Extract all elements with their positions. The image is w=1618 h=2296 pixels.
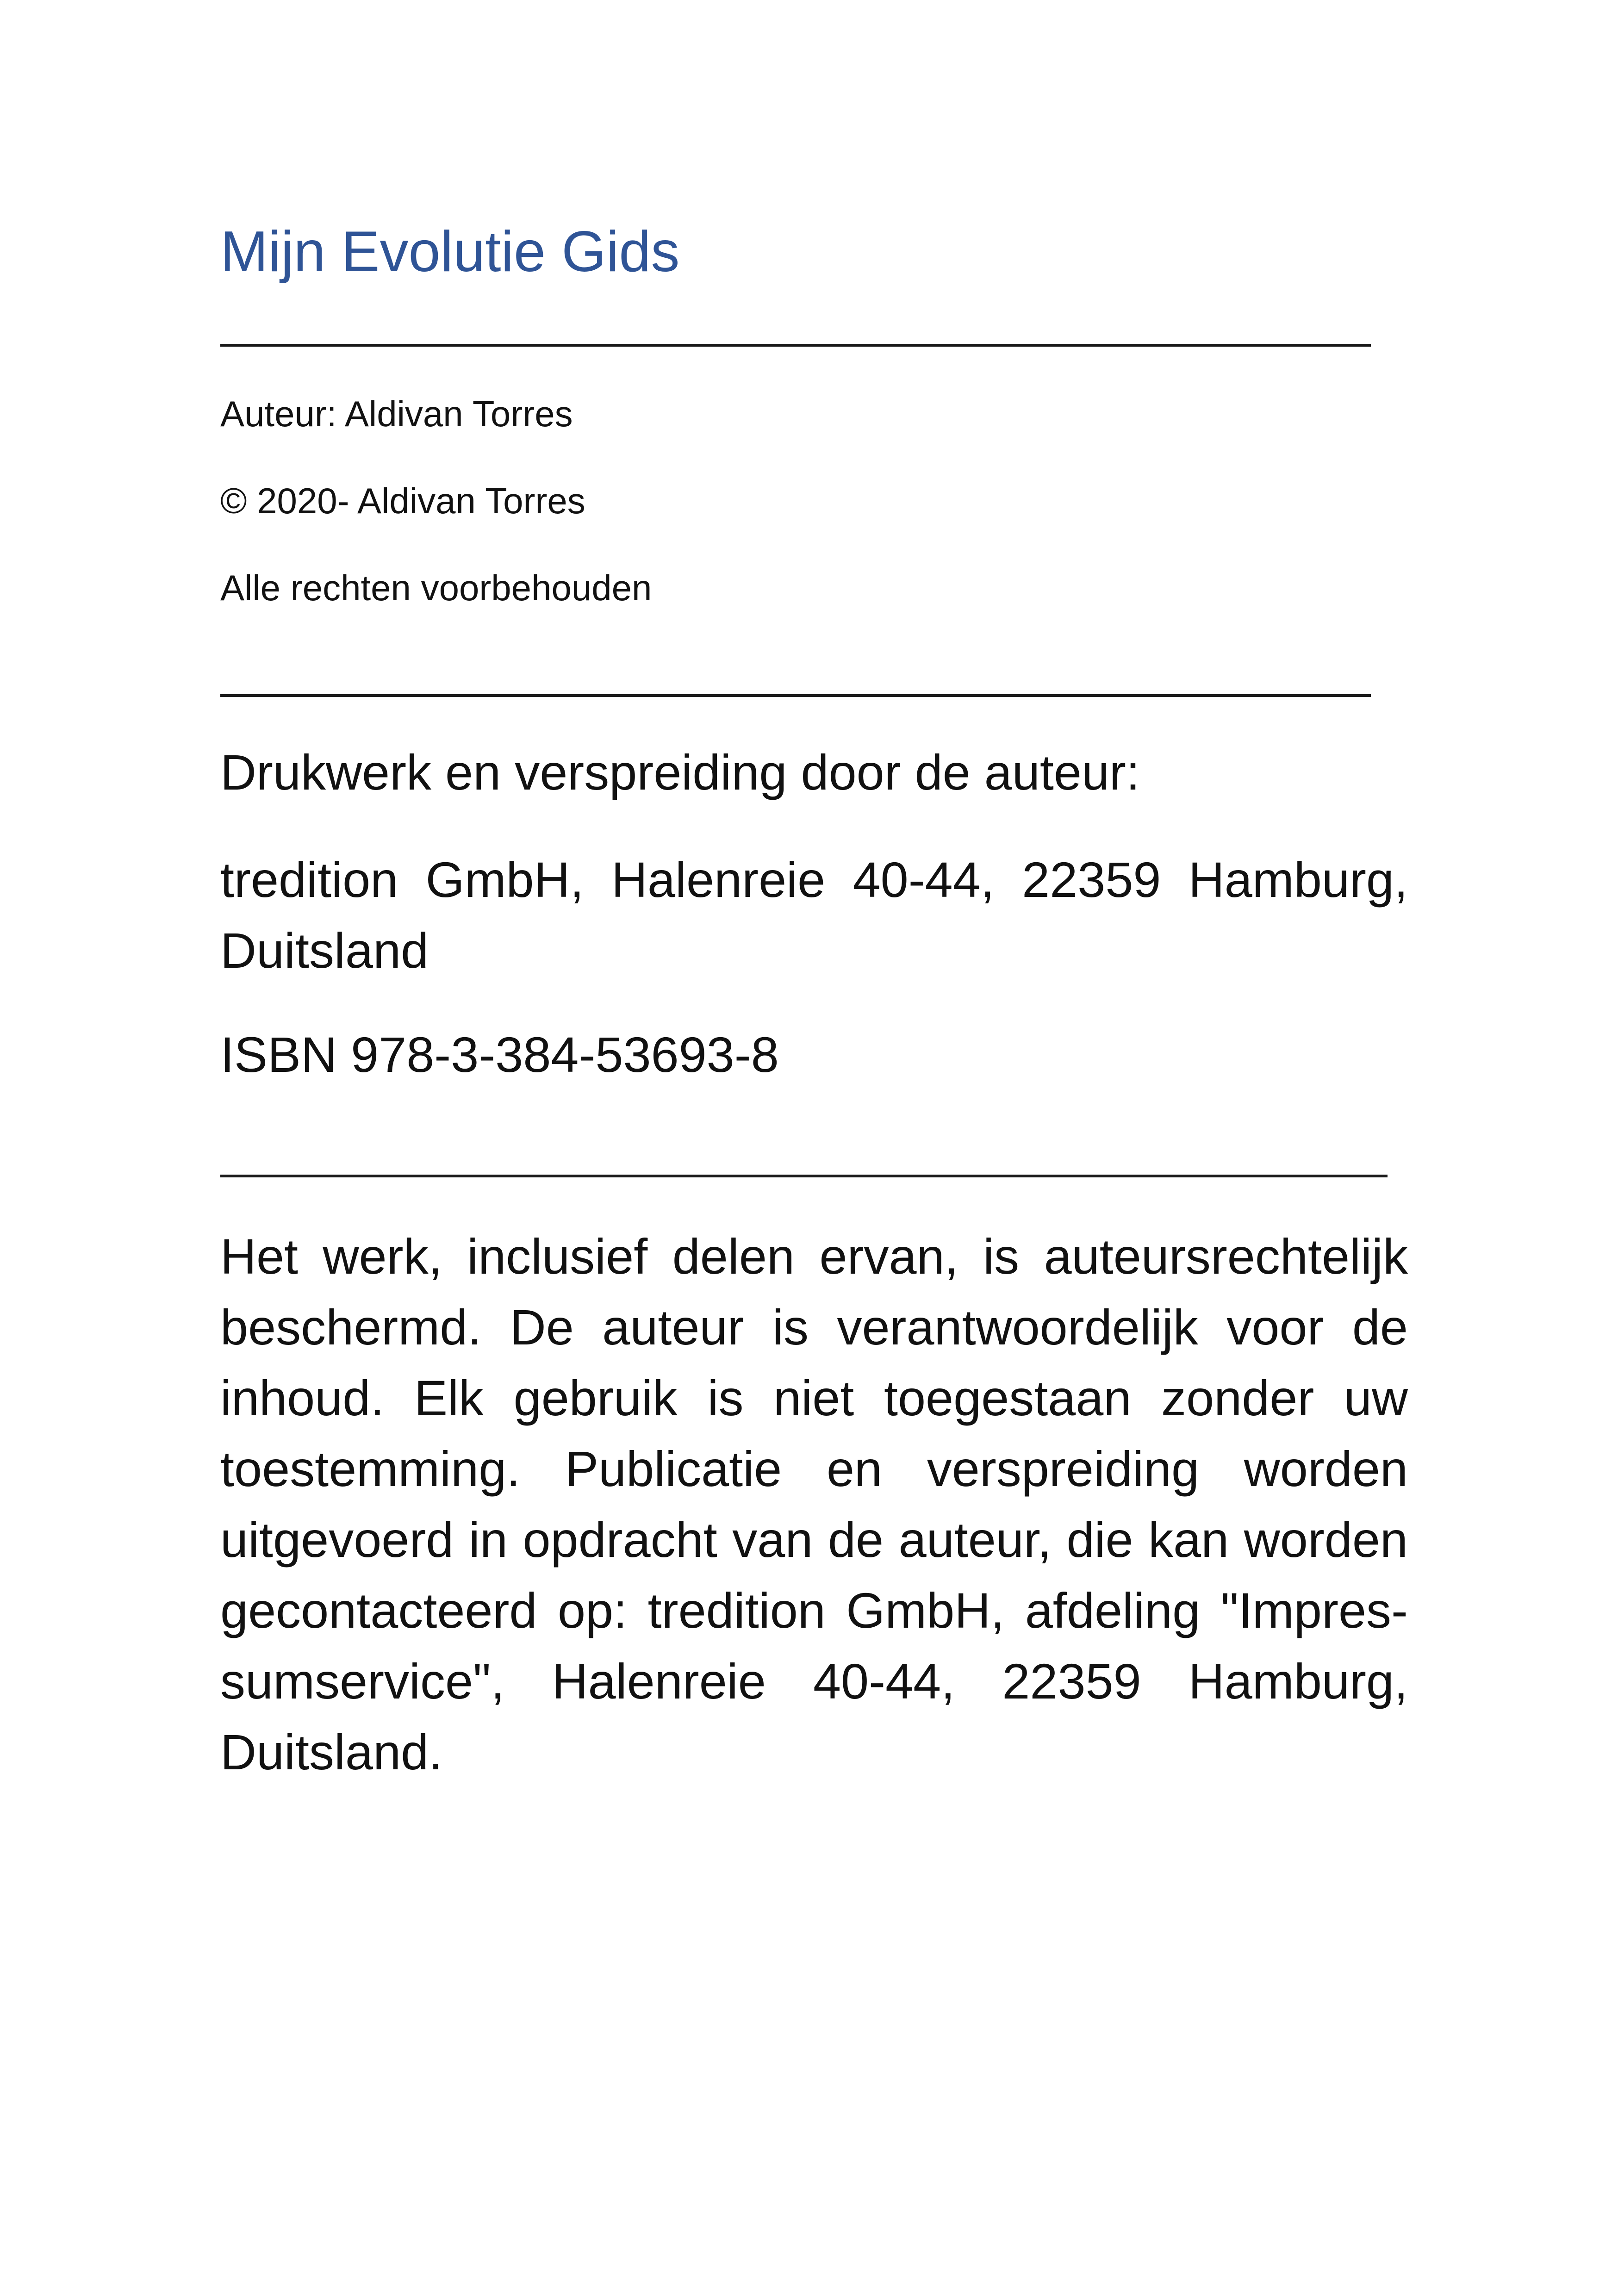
author-line: Auteur: Aldivan Torres <box>220 393 573 434</box>
rights-line: Alle rechten voorbehouden <box>220 567 652 608</box>
book-title: Mijn Evolutie Gids <box>220 220 680 284</box>
divider-line <box>220 344 1371 347</box>
copyright-notice-paragraph: Het werk, inclusief delen ervan, is auteursrechtelijk beschermd. De auteur is verantwoordelijk voor de inhoud. Elk gebruik is niet toegestaan zonder uw toestemming. Publicatie en verspreiding worden uitgevoerd in opdracht van de auteur, die kan worden gecontacteerd op: tredition GmbH, afdeling "Impres-sumservice", Halenreie 40-44, 22359 Hamburg, Duitsland. <box>220 1228 1408 1780</box>
print-distribution-heading: Drukwerk en verspreiding door de auteur: <box>220 744 1140 800</box>
isbn-line: ISBN 978-3-384-53693-8 <box>220 1027 779 1083</box>
divider-line <box>220 1175 1388 1177</box>
divider-line <box>220 694 1371 697</box>
publisher-address: tredition GmbH, Halenreie 40-44, 22359 Hamburg, Duitsland <box>220 852 1408 978</box>
copyright-line: © 2020- Aldivan Torres <box>220 480 585 521</box>
